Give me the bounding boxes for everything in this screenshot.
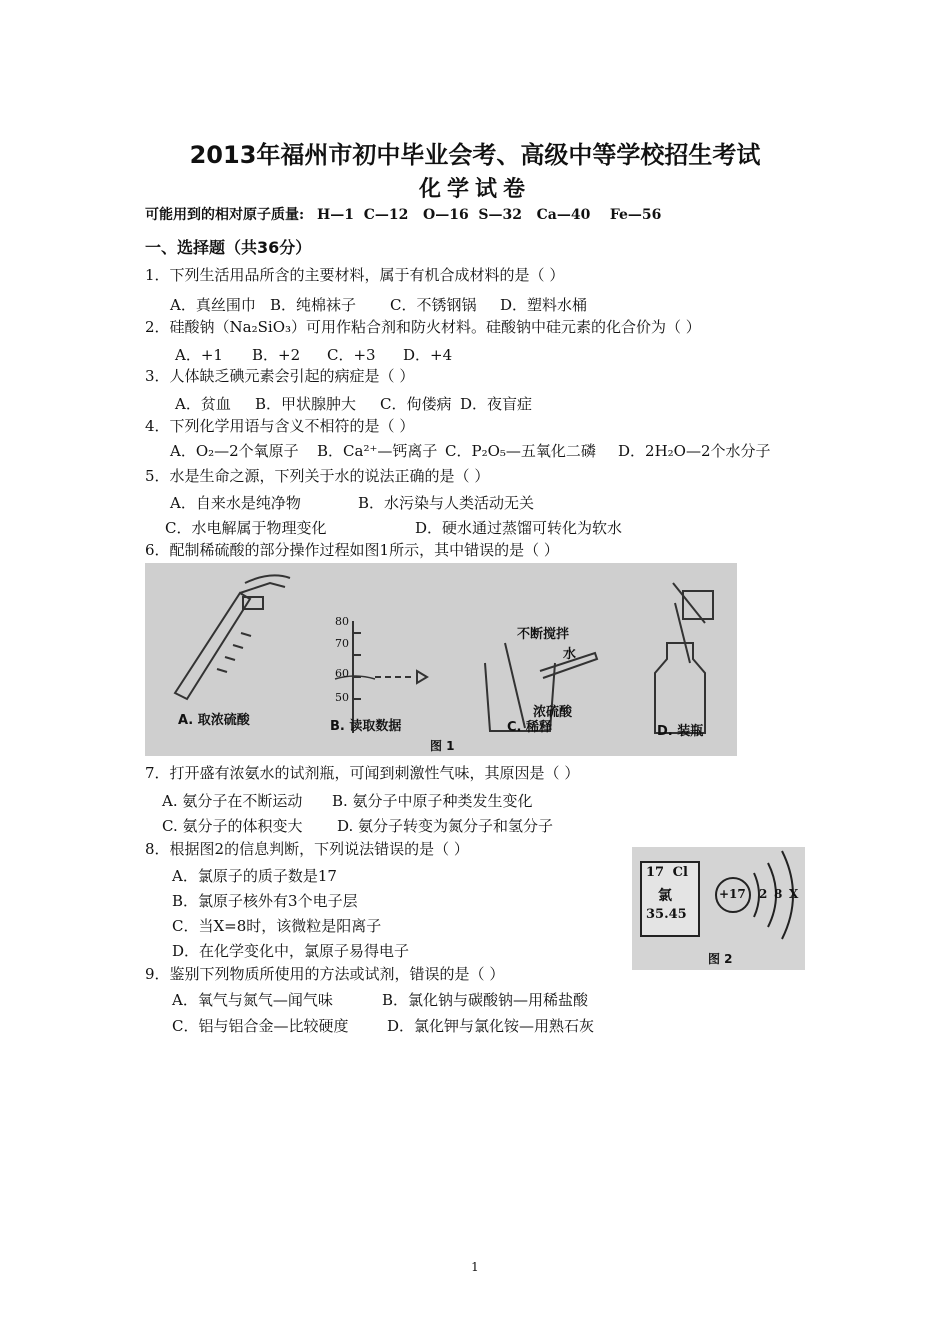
q5-option-d: D．硬水通过蒸馏可转化为软水 (415, 519, 623, 537)
q2-option-c: C．+3 (327, 346, 376, 364)
fig1-tick-80: 80 (335, 615, 349, 628)
fig1-annotation-acid: 浓硫酸 (533, 705, 573, 720)
q9-option-c: C．铝与铝合金—比较硬度 (172, 1017, 349, 1035)
fig1-annotation-water: 水 (563, 647, 577, 662)
fig1-tick-60: 60 (335, 667, 349, 680)
q4-option-d: D．2H₂O—2个水分子 (618, 442, 771, 460)
atomic-masses-label: 可能用到的相对原子质量: (145, 207, 305, 223)
q7-option-b: B. 氨分子中原子种类发生变化 (332, 792, 533, 810)
q3-option-d: D．夜盲症 (460, 395, 533, 413)
q9-option-b: B．氯化钠与碳酸钠—用稀盐酸 (382, 991, 589, 1009)
q5-option-a: A．自来水是纯净物 (170, 494, 301, 512)
q7-option-a: A. 氨分子在不断运动 (162, 792, 303, 810)
figure-2 (632, 847, 805, 970)
figure-1 (145, 563, 737, 756)
shell-3-electrons: X (789, 887, 799, 901)
q9-option-a: A．氧气与氮气—闻气味 (172, 991, 333, 1009)
q8-option-b: B．氯原子核外有3个电子层 (172, 892, 358, 910)
question-9-stem: 9．鉴别下列物质所使用的方法或试剂，错误的是（ ） (145, 965, 505, 983)
q2-option-d: D．+4 (403, 346, 453, 364)
fig1-tick-70: 70 (335, 637, 349, 650)
q8-option-c: C．当X=8时，该微粒是阳离子 (172, 917, 382, 935)
fig1-caption: 图 1 (430, 739, 455, 753)
fig1-annotation-stir: 不断搅拌 (517, 627, 570, 642)
q1-option-c: C．不锈钢锅 (390, 296, 477, 314)
section-heading: 一、选择题（共36分） (145, 238, 312, 257)
question-1-stem: 1．下列生活用品所含的主要材料，属于有机合成材料的是（ ） (145, 266, 565, 284)
q3-option-c: C．佝偻病 (380, 395, 452, 413)
element-mass: 35.45 (646, 907, 687, 922)
question-5-stem: 5．水是生命之源，下列关于水的说法正确的是（ ） (145, 467, 490, 485)
q9-option-d: D．氯化钾与氯化铵—用熟石灰 (387, 1017, 595, 1035)
question-6-stem: 6．配制稀硫酸的部分操作过程如图1所示，其中错误的是（ ） (145, 541, 559, 559)
q4-option-b: B．Ca²⁺—钙离子 (317, 442, 438, 460)
element-number: 17 (646, 865, 665, 880)
q5-option-b: B．水污染与人类活动无关 (358, 494, 535, 512)
question-8-stem: 8．根据图2的信息判断，下列说法错误的是（ ） (145, 840, 469, 858)
q1-option-d: D．塑料水桶 (500, 296, 588, 314)
question-3-stem: 3．人体缺乏碘元素会引起的病症是（ ） (145, 367, 415, 385)
q8-option-a: A．氯原子的质子数是17 (172, 867, 337, 885)
q8-option-d: D．在化学变化中，氯原子易得电子 (172, 942, 410, 960)
nucleus-charge: +17 (719, 887, 746, 901)
fig1-tick-50: 50 (335, 691, 349, 704)
question-7-stem: 7．打开盛有浓氨水的试剂瓶，可闻到刺激性气味，其原因是（ ） (145, 764, 580, 782)
page-number: 1 (471, 1260, 479, 1274)
q5-option-c: C．水电解属于物理变化 (165, 519, 327, 537)
fig2-caption: 图 2 (708, 952, 733, 966)
fig1-label-d: D. 装瓶 (657, 724, 704, 739)
question-4-stem: 4．下列化学用语与含义不相符的是（ ） (145, 417, 415, 435)
q3-option-b: B．甲状腺肿大 (255, 395, 357, 413)
q7-option-c: C. 氨分子的体积变大 (162, 817, 303, 835)
element-symbol: Cl (672, 865, 688, 880)
q1-option-a: A．真丝围巾 (170, 296, 256, 314)
q3-option-a: A．贫血 (175, 395, 231, 413)
fig1-label-a: A. 取浓硫酸 (178, 713, 250, 728)
fig1-label-b: B. 读取数据 (330, 719, 402, 734)
fig1-label-c: C. 稀释 (507, 720, 553, 735)
q7-option-d: D. 氨分子转变为氮分子和氢分子 (337, 817, 554, 835)
shell-2-electrons: 8 (774, 887, 783, 901)
element-name: 氯 (658, 888, 672, 904)
q1-option-b: B．纯棉袜子 (270, 296, 357, 314)
atomic-masses-values: H—1 C—12 O—16 S—32 Ca—40 Fe—56 (317, 207, 662, 223)
shell-1-electrons: 2 (759, 887, 768, 901)
q2-option-a: A．+1 (175, 346, 223, 364)
page-subtitle: 化学试卷 (418, 177, 531, 202)
q4-option-a: A．O₂—2个氧原子 (170, 442, 299, 460)
question-2-stem: 2．硅酸钠（Na₂SiO₃）可用作粘合剂和防火材料。硅酸钠中硅元素的化合价为（ ） (145, 318, 701, 336)
page-title: 2013年福州市初中毕业会考、高级中等学校招生考试 (189, 141, 761, 169)
atomic-masses-line (145, 204, 661, 224)
q2-option-b: B．+2 (252, 346, 301, 364)
q4-option-c: C．P₂O₅—五氧化二磷 (445, 442, 596, 460)
